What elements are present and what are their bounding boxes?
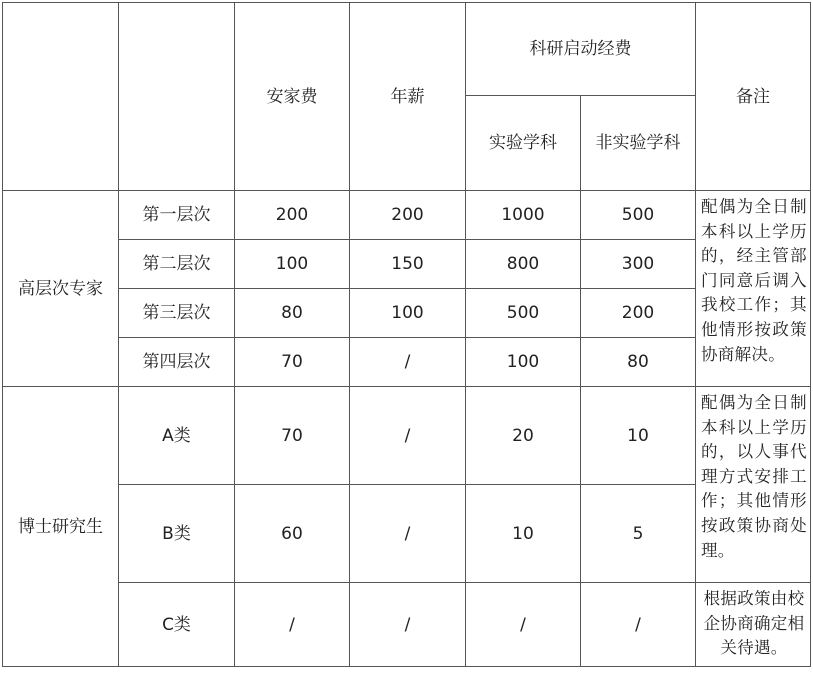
group-label-phd: 博士研究生 <box>3 387 119 667</box>
annual-salary-cell: / <box>350 583 466 667</box>
header-settling-fee: 安家费 <box>235 3 350 191</box>
settling-fee-cell: 200 <box>235 191 350 240</box>
annual-salary-cell: / <box>350 387 466 485</box>
annual-salary-cell: / <box>350 338 466 387</box>
level-cell: 第三层次 <box>119 289 235 338</box>
table-row <box>3 240 811 289</box>
annual-salary-cell: 200 <box>350 191 466 240</box>
settling-fee-cell: / <box>235 583 350 667</box>
experimental-cell: / <box>466 583 581 667</box>
header-experimental: 实验学科 <box>466 96 581 191</box>
settling-fee-cell: 70 <box>235 338 350 387</box>
compensation-table <box>2 2 811 667</box>
remark-phd-c: 根据政策由校企协商确定相关待遇。 <box>696 583 811 667</box>
header-row-1 <box>3 3 811 96</box>
header-remarks: 备注 <box>696 3 811 191</box>
remark-experts: 配偶为全日制本科以上学历的，经主管部门同意后调入我校工作；其他情形按政策协商解决。 <box>696 191 811 387</box>
experimental-cell: 100 <box>466 338 581 387</box>
header-blank-2 <box>119 3 235 191</box>
non-experimental-cell: 200 <box>581 289 696 338</box>
non-experimental-cell: 500 <box>581 191 696 240</box>
header-blank-1 <box>3 3 119 191</box>
non-experimental-cell: / <box>581 583 696 667</box>
remark-phd: 配偶为全日制本科以上学历的，以人事代理方式安排工作；其他情形按政策协商处理。 <box>696 387 811 583</box>
annual-salary-cell: 150 <box>350 240 466 289</box>
level-cell: C类 <box>119 583 235 667</box>
level-cell: 第一层次 <box>119 191 235 240</box>
non-experimental-cell: 5 <box>581 485 696 583</box>
table-row <box>3 289 811 338</box>
settling-fee-cell: 80 <box>235 289 350 338</box>
annual-salary-cell: / <box>350 485 466 583</box>
experimental-cell: 10 <box>466 485 581 583</box>
level-cell: 第二层次 <box>119 240 235 289</box>
table-row <box>3 583 811 667</box>
experimental-cell: 500 <box>466 289 581 338</box>
table-row <box>3 191 811 240</box>
annual-salary-cell: 100 <box>350 289 466 338</box>
header-non-experimental: 非实验学科 <box>581 96 696 191</box>
non-experimental-cell: 80 <box>581 338 696 387</box>
experimental-cell: 800 <box>466 240 581 289</box>
settling-fee-cell: 60 <box>235 485 350 583</box>
experimental-cell: 20 <box>466 387 581 485</box>
table-row <box>3 485 811 583</box>
non-experimental-cell: 10 <box>581 387 696 485</box>
table-row <box>3 387 811 485</box>
group-label-experts: 高层次专家 <box>3 191 119 387</box>
non-experimental-cell: 300 <box>581 240 696 289</box>
settling-fee-cell: 70 <box>235 387 350 485</box>
level-cell: A类 <box>119 387 235 485</box>
experimental-cell: 1000 <box>466 191 581 240</box>
settling-fee-cell: 100 <box>235 240 350 289</box>
header-annual-salary: 年薪 <box>350 3 466 191</box>
header-research-startup-fund: 科研启动经费 <box>466 3 696 96</box>
level-cell: B类 <box>119 485 235 583</box>
table-row <box>3 338 811 387</box>
level-cell: 第四层次 <box>119 338 235 387</box>
